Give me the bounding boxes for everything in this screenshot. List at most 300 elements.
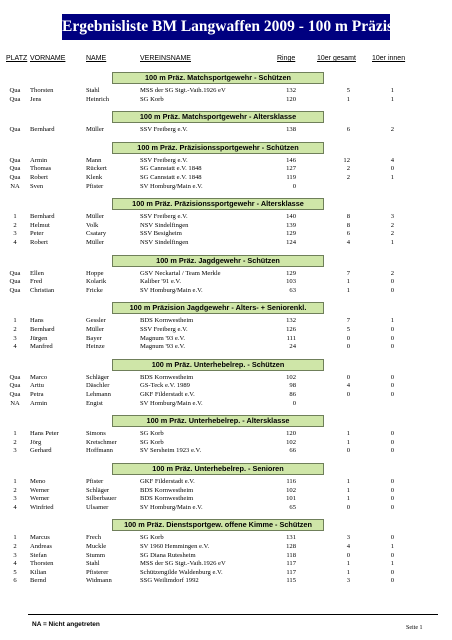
ringe-cell: 140 bbox=[286, 213, 296, 221]
vorname-cell: Helmut bbox=[30, 221, 50, 229]
ringe-cell: 132 bbox=[286, 317, 296, 325]
name-cell: Heinrich bbox=[86, 95, 110, 103]
platz-cell: Qua bbox=[9, 373, 21, 381]
gesamt-cell: 4 bbox=[346, 542, 350, 550]
vorname-cell: Stefan bbox=[30, 551, 47, 559]
ringe-cell: 102 bbox=[286, 438, 296, 446]
vorname-cell: Fred bbox=[30, 278, 43, 286]
name-cell: Däschler bbox=[86, 382, 110, 390]
platz-cell: 2 bbox=[13, 542, 17, 550]
table-row bbox=[0, 577, 452, 586]
gesamt-cell: 1 bbox=[346, 477, 350, 485]
column-header-name: NAME bbox=[86, 55, 107, 62]
verein-cell: BDS Kornwestheim bbox=[140, 373, 194, 381]
results-section bbox=[0, 296, 452, 352]
gesamt-cell: 1 bbox=[346, 430, 350, 438]
vorname-cell: Armin bbox=[30, 399, 48, 407]
column-header-verein: VEREINSNAME bbox=[140, 55, 191, 62]
platz-cell: Qua bbox=[9, 278, 21, 286]
verein-cell: SV 1960 Hemmingen e.V. bbox=[140, 542, 210, 550]
vorname-cell: Arttu bbox=[30, 382, 44, 390]
table-row bbox=[0, 278, 452, 287]
vorname-cell: Werner bbox=[30, 486, 50, 494]
ringe-cell: 139 bbox=[286, 221, 296, 229]
results-section bbox=[0, 136, 452, 192]
innen-cell: 0 bbox=[390, 343, 394, 351]
section-header: 100 m Präz. Unterhebelrep. - Senioren bbox=[112, 463, 324, 475]
vorname-cell: Jörg bbox=[30, 438, 42, 446]
footer-legend: NA = Nicht angetreten bbox=[32, 621, 100, 628]
table-row bbox=[0, 87, 452, 96]
ringe-cell: 120 bbox=[286, 95, 296, 103]
section-header: 100 m Präz. Matchsportgewehr - Schützen bbox=[112, 72, 324, 84]
innen-cell: 1 bbox=[390, 542, 394, 550]
name-cell: Widmann bbox=[86, 577, 112, 585]
vorname-cell: Peter bbox=[30, 230, 44, 238]
innen-cell: 0 bbox=[390, 165, 394, 173]
innen-cell: 0 bbox=[390, 373, 394, 381]
innen-cell: 2 bbox=[390, 269, 394, 277]
section-header: 100 m Präz. Unterhebelrep. - Schützen bbox=[112, 359, 324, 371]
ringe-cell: 102 bbox=[286, 486, 296, 494]
table-row bbox=[0, 183, 452, 192]
table-row bbox=[0, 552, 452, 561]
ringe-cell: 115 bbox=[286, 577, 296, 585]
platz-cell: Qua bbox=[9, 173, 21, 181]
name-cell: Stahl bbox=[86, 560, 100, 568]
ringe-cell: 65 bbox=[289, 503, 296, 511]
ringe-cell: 86 bbox=[289, 390, 296, 398]
platz-cell: Qua bbox=[9, 165, 21, 173]
innen-cell: 0 bbox=[390, 447, 394, 455]
name-cell: Frech bbox=[86, 534, 102, 542]
ringe-cell: 101 bbox=[286, 495, 296, 503]
vorname-cell: Marco bbox=[30, 373, 48, 381]
name-cell: Mann bbox=[86, 156, 102, 164]
platz-cell: 3 bbox=[13, 334, 17, 342]
innen-cell: 0 bbox=[390, 334, 394, 342]
vorname-cell: Bernhard bbox=[30, 213, 55, 221]
platz-cell: 1 bbox=[13, 430, 17, 438]
ringe-cell: 116 bbox=[286, 477, 296, 485]
name-cell: Silberbauer bbox=[86, 495, 117, 503]
gesamt-cell: 1 bbox=[346, 278, 350, 286]
verein-cell: SSV Freiberg e.V. bbox=[140, 325, 188, 333]
verein-cell: SSG Weilimdorf 1992 bbox=[140, 577, 199, 585]
section-header: 100 m Präz. Unterhebelrep. - Altersklasse bbox=[112, 415, 324, 427]
platz-cell: NA bbox=[10, 399, 20, 407]
ringe-cell: 126 bbox=[286, 325, 296, 333]
platz-cell: Qua bbox=[9, 390, 21, 398]
vorname-cell: Petra bbox=[30, 390, 44, 398]
innen-cell: 0 bbox=[390, 503, 394, 511]
verein-cell: GS-Teck e.V. 1989 bbox=[140, 382, 190, 390]
ringe-cell: 66 bbox=[289, 447, 296, 455]
gesamt-cell: 1 bbox=[346, 95, 350, 103]
platz-cell: 4 bbox=[13, 560, 17, 568]
verein-cell: SG Cannstatt e.V. 1848 bbox=[140, 173, 202, 181]
vorname-cell: Manfred bbox=[30, 343, 53, 351]
verein-cell: BDS Kornwestheim bbox=[140, 317, 194, 325]
results-section bbox=[0, 249, 452, 297]
innen-cell: 0 bbox=[390, 286, 394, 294]
table-row bbox=[0, 487, 452, 496]
name-cell: Hoffmann bbox=[86, 447, 113, 455]
ringe-cell: 103 bbox=[286, 278, 296, 286]
gesamt-cell: 0 bbox=[346, 343, 350, 351]
name-cell: Müller bbox=[86, 238, 104, 246]
platz-cell: Qua bbox=[9, 87, 21, 94]
innen-cell: 0 bbox=[390, 430, 394, 438]
vorname-cell: Gerhard bbox=[30, 447, 52, 455]
innen-cell: 1 bbox=[390, 173, 394, 181]
name-cell: Müller bbox=[86, 325, 104, 333]
table-row bbox=[0, 174, 452, 183]
platz-cell: 2 bbox=[13, 486, 17, 494]
results-section bbox=[0, 192, 452, 248]
gesamt-cell: 6 bbox=[346, 126, 350, 134]
name-cell: Bayer bbox=[86, 334, 102, 342]
vorname-cell: Bernd bbox=[30, 577, 47, 585]
vorname-cell: Werner bbox=[30, 495, 50, 503]
platz-cell: Qua bbox=[9, 269, 21, 277]
gesamt-cell: 3 bbox=[346, 577, 350, 585]
verein-cell: SG Korb bbox=[140, 438, 164, 446]
ringe-cell: 0 bbox=[292, 182, 296, 190]
name-cell: Volk bbox=[86, 221, 99, 229]
verein-cell: Magnum '93 e.V. bbox=[140, 334, 186, 342]
table-row bbox=[0, 213, 452, 222]
vorname-cell: Thorsten bbox=[30, 560, 54, 568]
verein-cell: SV Homburg/Main e.V. bbox=[140, 503, 203, 511]
innen-cell: 2 bbox=[390, 221, 394, 229]
innen-cell: 0 bbox=[390, 390, 394, 398]
verein-cell: SSV Besigheim bbox=[140, 230, 182, 238]
verein-cell: GKF Filderstadt e.V. bbox=[140, 477, 195, 485]
innen-cell: 0 bbox=[390, 477, 394, 485]
name-cell: Engist bbox=[86, 399, 103, 407]
vorname-cell: Hans bbox=[30, 317, 44, 325]
gesamt-cell: 3 bbox=[346, 534, 350, 542]
innen-cell: 0 bbox=[390, 495, 394, 503]
vorname-cell: Jens bbox=[30, 95, 42, 103]
platz-cell: 1 bbox=[13, 317, 17, 325]
name-cell: Csatary bbox=[86, 230, 107, 238]
table-row bbox=[0, 326, 452, 335]
results-section bbox=[0, 457, 452, 513]
gesamt-cell: 0 bbox=[346, 334, 350, 342]
table-row bbox=[0, 382, 452, 391]
gesamt-cell: 6 bbox=[346, 230, 350, 238]
table-row bbox=[0, 543, 452, 552]
platz-cell: 4 bbox=[13, 343, 17, 351]
platz-cell: Qua bbox=[9, 95, 21, 103]
table-row bbox=[0, 335, 452, 344]
name-cell: Muckle bbox=[86, 542, 107, 550]
innen-cell: 1 bbox=[390, 238, 394, 246]
gesamt-cell: 1 bbox=[346, 495, 350, 503]
verein-cell: SG Korb bbox=[140, 534, 164, 542]
name-cell: Ulsamer bbox=[86, 503, 109, 511]
name-cell: Simons bbox=[86, 430, 106, 438]
innen-cell: 1 bbox=[390, 95, 394, 103]
table-row bbox=[0, 157, 452, 166]
ringe-cell: 138 bbox=[286, 126, 296, 134]
platz-cell: 3 bbox=[13, 447, 17, 455]
innen-cell: 0 bbox=[390, 551, 394, 559]
name-cell: Müller bbox=[86, 213, 104, 221]
innen-cell: 2 bbox=[390, 230, 394, 238]
vorname-cell: Robert bbox=[30, 238, 48, 246]
platz-cell: 3 bbox=[13, 230, 17, 238]
ringe-cell: 131 bbox=[286, 534, 296, 542]
name-cell: Hoppe bbox=[86, 269, 104, 277]
name-cell: Kretschmer bbox=[86, 438, 117, 446]
gesamt-cell: 1 bbox=[346, 286, 350, 294]
table-row bbox=[0, 317, 452, 326]
ringe-cell: 132 bbox=[286, 87, 296, 94]
name-cell: Fricke bbox=[86, 286, 103, 294]
table-row bbox=[0, 430, 452, 439]
platz-cell: 1 bbox=[13, 477, 17, 485]
gesamt-cell: 2 bbox=[346, 173, 350, 181]
ringe-cell: 129 bbox=[286, 269, 296, 277]
gesamt-cell: 5 bbox=[346, 325, 350, 333]
platz-cell: 4 bbox=[13, 503, 17, 511]
footer-divider bbox=[28, 614, 438, 615]
verein-cell: NSV Sindelfingen bbox=[140, 238, 189, 246]
ringe-cell: 102 bbox=[286, 373, 296, 381]
gesamt-cell: 0 bbox=[346, 503, 350, 511]
vorname-cell: Christian bbox=[30, 286, 55, 294]
section-header: 100 m Präzision Jagdgewehr - Alters- + Seniorenkl. bbox=[112, 302, 324, 314]
innen-cell: 4 bbox=[390, 156, 394, 164]
innen-cell: 0 bbox=[390, 568, 394, 576]
gesamt-cell: 4 bbox=[346, 382, 350, 390]
vorname-cell: Sven bbox=[30, 182, 44, 190]
section-header: 100 m Präz. Matchsportgewehr - Altersklasse bbox=[112, 111, 324, 123]
verein-cell: SSV Freiberg e.V. bbox=[140, 126, 188, 134]
ringe-cell: 111 bbox=[286, 334, 296, 342]
vorname-cell: Meno bbox=[30, 477, 46, 485]
verein-cell: Kaliber '91 e.V. bbox=[140, 278, 181, 286]
table-row bbox=[0, 374, 452, 383]
column-header-vorname: VORNAME bbox=[30, 55, 66, 62]
vorname-cell: Hans Peter bbox=[30, 430, 59, 438]
table-row bbox=[0, 534, 452, 543]
results-section bbox=[0, 105, 452, 136]
verein-cell: MSS der SG Stgt.-Vaih.1926 eV bbox=[140, 560, 226, 568]
platz-cell: 1 bbox=[13, 534, 17, 542]
platz-cell: Qua bbox=[9, 156, 21, 164]
vorname-cell: Kilian bbox=[30, 568, 47, 576]
innen-cell: 2 bbox=[390, 126, 394, 134]
ringe-cell: 118 bbox=[286, 551, 296, 559]
ringe-cell: 127 bbox=[286, 165, 296, 173]
verein-cell: SSV Freiberg e.V. bbox=[140, 156, 188, 164]
platz-cell: 1 bbox=[13, 213, 17, 221]
name-cell: Schläger bbox=[86, 373, 110, 381]
verein-cell: Schützengilde Waldenburg e.V. bbox=[140, 568, 223, 576]
gesamt-cell: 7 bbox=[346, 317, 350, 325]
vorname-cell: Thorsten bbox=[30, 87, 54, 94]
results-sections bbox=[0, 66, 452, 587]
innen-cell: 0 bbox=[390, 486, 394, 494]
verein-cell: BDS Kornwestheim bbox=[140, 486, 194, 494]
table-row bbox=[0, 270, 452, 279]
ringe-cell: 117 bbox=[286, 568, 296, 576]
verein-cell: BDS Kornwestheim bbox=[140, 495, 194, 503]
gesamt-cell: 7 bbox=[346, 269, 350, 277]
ringe-cell: 124 bbox=[286, 238, 296, 246]
platz-cell: 3 bbox=[13, 551, 17, 559]
name-cell: Pfister bbox=[86, 477, 104, 485]
gesamt-cell: 5 bbox=[346, 87, 350, 94]
verein-cell: MSS der SG Stgt.-Vaih.1926 eV bbox=[140, 87, 226, 94]
vorname-cell: Armin bbox=[30, 156, 48, 164]
innen-cell: 0 bbox=[390, 382, 394, 390]
page-number: Seite 1 bbox=[406, 625, 423, 631]
innen-cell: 1 bbox=[390, 87, 394, 94]
verein-cell: GSV Neckartal / Team Merkle bbox=[140, 269, 221, 277]
gesamt-cell: 0 bbox=[346, 373, 350, 381]
section-header: 100 m Präz. Präzisionssportgewehr - Altersklasse bbox=[112, 198, 324, 210]
table-row bbox=[0, 96, 452, 105]
platz-cell: Qua bbox=[9, 382, 21, 390]
platz-cell: 2 bbox=[13, 221, 17, 229]
gesamt-cell: 4 bbox=[346, 238, 350, 246]
vorname-cell: Winfried bbox=[30, 503, 54, 511]
ringe-cell: 120 bbox=[286, 430, 296, 438]
gesamt-cell: 0 bbox=[346, 390, 350, 398]
gesamt-cell: 8 bbox=[346, 221, 350, 229]
column-header-innen: 10er innen bbox=[372, 55, 406, 62]
name-cell: Klenk bbox=[86, 173, 103, 181]
table-row bbox=[0, 400, 452, 409]
gesamt-cell: 0 bbox=[346, 551, 350, 559]
gesamt-cell: 8 bbox=[346, 213, 350, 221]
table-row bbox=[0, 126, 452, 135]
innen-cell: 0 bbox=[390, 278, 394, 286]
table-row bbox=[0, 495, 452, 504]
table-row bbox=[0, 439, 452, 448]
gesamt-cell: 1 bbox=[346, 560, 350, 568]
vorname-cell: Robert bbox=[30, 173, 48, 181]
table-row bbox=[0, 447, 452, 456]
verein-cell: SV Homburg/Main e.V. bbox=[140, 399, 203, 407]
name-cell: Lehmann bbox=[86, 390, 111, 398]
ringe-cell: 129 bbox=[286, 230, 296, 238]
name-cell: Pfister bbox=[86, 182, 104, 190]
gesamt-cell: 1 bbox=[346, 438, 350, 446]
table-row bbox=[0, 504, 452, 513]
innen-cell: 1 bbox=[390, 560, 394, 568]
vorname-cell: Thomas bbox=[30, 165, 52, 173]
ringe-cell: 24 bbox=[289, 343, 296, 351]
name-cell: Schläger bbox=[86, 486, 110, 494]
gesamt-cell: 2 bbox=[346, 165, 350, 173]
innen-cell: 0 bbox=[390, 534, 394, 542]
platz-cell: 5 bbox=[13, 568, 17, 576]
table-row bbox=[0, 478, 452, 487]
innen-cell: 1 bbox=[390, 317, 394, 325]
vorname-cell: Bernhard bbox=[30, 325, 55, 333]
table-row bbox=[0, 569, 452, 578]
verein-cell: SG Korb bbox=[140, 95, 164, 103]
table-row bbox=[0, 560, 452, 569]
name-cell: Müller bbox=[86, 126, 104, 134]
platz-cell: NA bbox=[10, 182, 20, 190]
verein-cell: GKF Filderstadt e.V. bbox=[140, 390, 195, 398]
table-row bbox=[0, 343, 452, 352]
innen-cell: 3 bbox=[390, 213, 394, 221]
platz-cell: 2 bbox=[13, 325, 17, 333]
ringe-cell: 117 bbox=[286, 560, 296, 568]
results-section bbox=[0, 353, 452, 409]
gesamt-cell: 1 bbox=[346, 568, 350, 576]
section-header: 100 m Präz. Dienstsportgew. offene Kimme - Schützen bbox=[112, 519, 324, 531]
verein-cell: SV Sersheim 1923 e.V. bbox=[140, 447, 202, 455]
ringe-cell: 98 bbox=[289, 382, 296, 390]
column-header-platz: PLATZ bbox=[6, 55, 28, 62]
verein-cell: SV Homburg/Main e.V. bbox=[140, 286, 203, 294]
name-cell: Gessler bbox=[86, 317, 106, 325]
table-row bbox=[0, 222, 452, 231]
platz-cell: Qua bbox=[9, 286, 21, 294]
vorname-cell: Marcus bbox=[30, 534, 50, 542]
column-header-gesamt: 10er gesamt bbox=[317, 55, 356, 62]
gesamt-cell: 1 bbox=[346, 486, 350, 494]
column-header-ringe: Ringe bbox=[277, 55, 296, 62]
table-row bbox=[0, 391, 452, 400]
vorname-cell: Bernhard bbox=[30, 126, 55, 134]
verein-cell: NSV Sindelfingen bbox=[140, 221, 189, 229]
name-cell: Kolarik bbox=[86, 278, 107, 286]
vorname-cell: Ellen bbox=[30, 269, 44, 277]
ringe-cell: 63 bbox=[289, 286, 296, 294]
page-title: Ergebnisliste BM Langwaffen 2009 - 100 m Präzision bbox=[62, 14, 390, 40]
table-row bbox=[0, 239, 452, 248]
column-headers bbox=[0, 55, 452, 66]
results-section bbox=[0, 513, 452, 587]
name-cell: Stumm bbox=[86, 551, 106, 559]
platz-cell: Qua bbox=[9, 126, 21, 134]
section-header: 100 m Präz. Jagdgewehr - Schützen bbox=[112, 255, 324, 267]
table-row bbox=[0, 165, 452, 174]
innen-cell: 0 bbox=[390, 438, 394, 446]
gesamt-cell: 0 bbox=[346, 447, 350, 455]
verein-cell: SG Diana Rutesheim bbox=[140, 551, 196, 559]
ringe-cell: 128 bbox=[286, 542, 296, 550]
ringe-cell: 146 bbox=[286, 156, 296, 164]
ringe-cell: 0 bbox=[292, 399, 296, 407]
platz-cell: 2 bbox=[13, 438, 17, 446]
ringe-cell: 119 bbox=[286, 173, 296, 181]
section-header: 100 m Präz. Präzisionssportgewehr - Schützen bbox=[112, 142, 324, 154]
platz-cell: 3 bbox=[13, 495, 17, 503]
vorname-cell: Jürgen bbox=[30, 334, 48, 342]
table-row bbox=[0, 230, 452, 239]
gesamt-cell: 12 bbox=[343, 156, 350, 164]
verein-cell: Magnum '93 e.V. bbox=[140, 343, 186, 351]
results-section bbox=[0, 409, 452, 457]
platz-cell: 4 bbox=[13, 238, 17, 246]
verein-cell: SSV Freiberg e.V. bbox=[140, 213, 188, 221]
innen-cell: 0 bbox=[390, 325, 394, 333]
verein-cell: SG Korb bbox=[140, 430, 164, 438]
name-cell: Heinze bbox=[86, 343, 105, 351]
table-row bbox=[0, 287, 452, 296]
